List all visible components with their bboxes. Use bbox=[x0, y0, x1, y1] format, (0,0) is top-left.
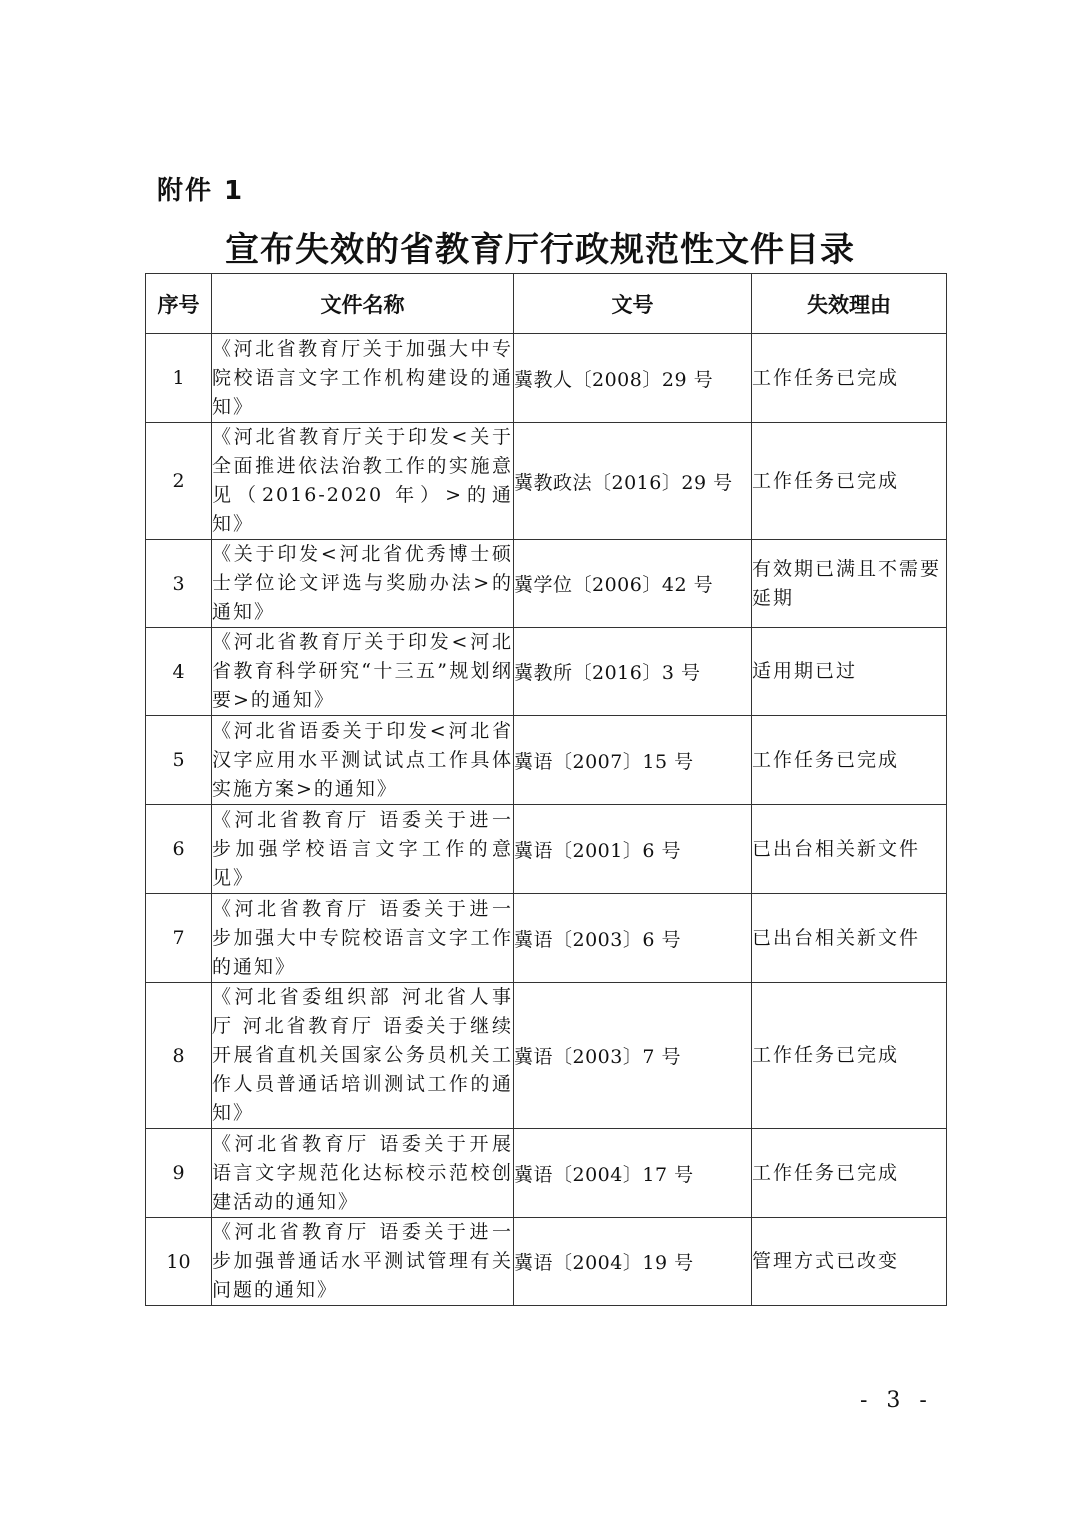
document-name: 《关于印发<河北省优秀博士硕士学位论文评选与奖励办法>的通知》 bbox=[212, 540, 514, 628]
document-table bbox=[145, 273, 947, 1306]
invalid-reason: 管理方式已改变 bbox=[752, 1218, 947, 1306]
row-number: 7 bbox=[146, 894, 212, 983]
invalid-reason: 已出台相关新文件 bbox=[752, 894, 947, 983]
document-name: 《河北省委组织部 河北省人事厅 河北省教育厅 语委关于继续开展省直机关国家公务员机关工作人员普通话培训测试工作的通知》 bbox=[212, 983, 514, 1129]
table-row bbox=[146, 983, 947, 1129]
attachment-label: 附件 1 bbox=[157, 176, 245, 206]
document-code: 冀语〔2003〕6 号 bbox=[514, 894, 752, 983]
invalid-reason: 工作任务已完成 bbox=[752, 716, 947, 805]
table-row bbox=[146, 805, 947, 894]
document-code: 冀教所〔2016〕3 号 bbox=[514, 628, 752, 716]
table-row bbox=[146, 1129, 947, 1218]
document-name: 《河北省教育厅 语委关于进一步加强学校语言文字工作的意见》 bbox=[212, 805, 514, 894]
table-header-row bbox=[146, 274, 947, 334]
invalid-reason: 工作任务已完成 bbox=[752, 334, 947, 423]
document-code: 冀教人〔2008〕29 号 bbox=[514, 334, 752, 423]
document-name: 《河北省语委关于印发<河北省汉字应用水平测试试点工作具体实施方案>的通知》 bbox=[212, 716, 514, 805]
document-name: 《河北省教育厅 语委关于进一步加强大中专院校语言文字工作的通知》 bbox=[212, 894, 514, 983]
document-code: 冀语〔2004〕17 号 bbox=[514, 1129, 752, 1218]
row-number: 6 bbox=[146, 805, 212, 894]
document-name: 《河北省教育厅关于印发<关于全面推进依法治教工作的实施意见（2016-2020 年）>的通知》 bbox=[212, 423, 514, 540]
row-number: 8 bbox=[146, 983, 212, 1129]
document-name: 《河北省教育厅 语委关于进一步加强普通话水平测试管理有关问题的通知》 bbox=[212, 1218, 514, 1306]
document-code: 冀教政法〔2016〕29 号 bbox=[514, 423, 752, 540]
header-no: 序号 bbox=[146, 274, 212, 334]
header-reason: 失效理由 bbox=[752, 274, 947, 334]
row-number: 1 bbox=[146, 334, 212, 423]
document-code: 冀语〔2004〕19 号 bbox=[514, 1218, 752, 1306]
table-row bbox=[146, 1218, 947, 1306]
table-row bbox=[146, 423, 947, 540]
document-code: 冀学位〔2006〕42 号 bbox=[514, 540, 752, 628]
invalid-reason: 已出台相关新文件 bbox=[752, 805, 947, 894]
row-number: 5 bbox=[146, 716, 212, 805]
invalid-reason: 工作任务已完成 bbox=[752, 423, 947, 540]
table-row bbox=[146, 334, 947, 423]
row-number: 9 bbox=[146, 1129, 212, 1218]
page-title: 宣布失效的省教育厅行政规范性文件目录 bbox=[225, 230, 855, 270]
header-code: 文号 bbox=[514, 274, 752, 334]
row-number: 4 bbox=[146, 628, 212, 716]
document-code: 冀语〔2001〕6 号 bbox=[514, 805, 752, 894]
invalid-reason: 适用期已过 bbox=[752, 628, 947, 716]
table-row bbox=[146, 540, 947, 628]
row-number: 3 bbox=[146, 540, 212, 628]
document-name: 《河北省教育厅关于印发<河北省教育科学研究“十三五”规划纲要>的通知》 bbox=[212, 628, 514, 716]
document-code: 冀语〔2003〕7 号 bbox=[514, 983, 752, 1129]
header-name: 文件名称 bbox=[212, 274, 514, 334]
table-row bbox=[146, 716, 947, 805]
invalid-reason: 工作任务已完成 bbox=[752, 983, 947, 1129]
invalid-reason: 工作任务已完成 bbox=[752, 1129, 947, 1218]
document-name: 《河北省教育厅关于加强大中专院校语言文字工作机构建设的通知》 bbox=[212, 334, 514, 423]
document-name: 《河北省教育厅 语委关于开展语言文字规范化达标校示范校创建活动的通知》 bbox=[212, 1129, 514, 1218]
table-row bbox=[146, 628, 947, 716]
table-row bbox=[146, 894, 947, 983]
document-code: 冀语〔2007〕15 号 bbox=[514, 716, 752, 805]
page-number: - 3 - bbox=[860, 1388, 933, 1413]
row-number: 2 bbox=[146, 423, 212, 540]
invalid-reason: 有效期已满且不需要延期 bbox=[752, 540, 947, 628]
row-number: 10 bbox=[146, 1218, 212, 1306]
